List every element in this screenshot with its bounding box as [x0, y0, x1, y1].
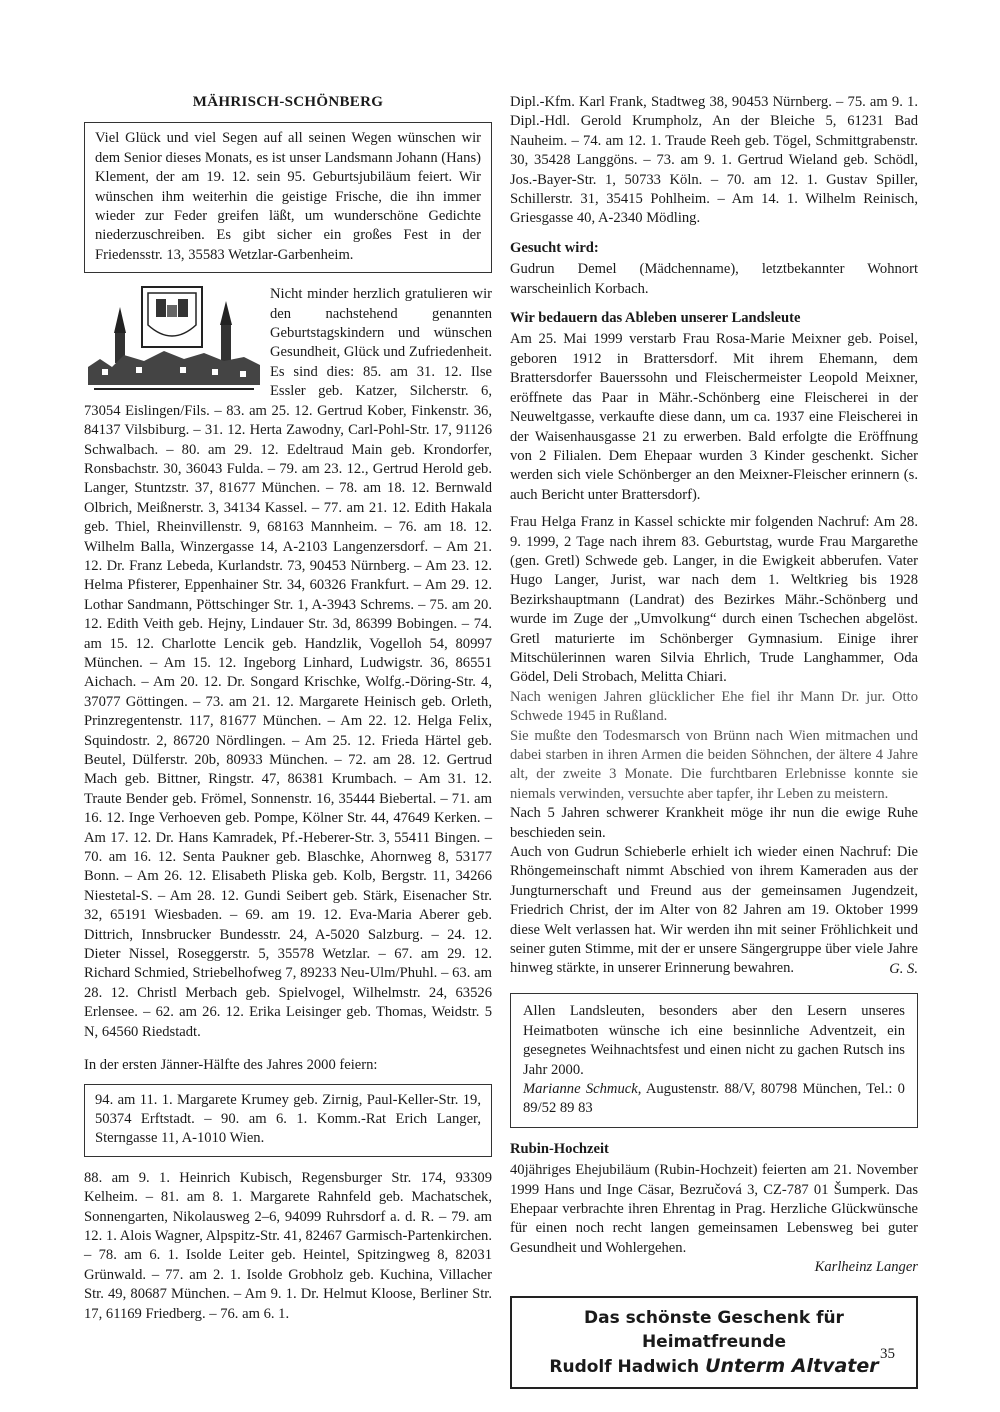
- january-heading: In der ersten Jänner-Hälfte des Jahres 2000 feiern:: [84, 1057, 378, 1074]
- right-column: [510, 93, 918, 1389]
- senior-box: [84, 122, 492, 273]
- nachruf-schwede-2: Nach wenigen Jahren glücklicher Ehe fiel ihr Mann Dr. jur. Otto Schwede 1945 in Rußland.: [510, 688, 918, 725]
- nachruf-schwede-3: Sie mußte den Todesmarsch von Brünn nach Wien mitmachen und dabei starben in ihren Armen die beiden Söhnchen, der ältere 4 Jahre alt, der zweite 3 Monate. Die furchtbaren Erlebnisse konnte sie niemals verwinden, versuchte aber tapfer, ihr Leben zu meistern.: [510, 727, 918, 802]
- left-column: [84, 93, 492, 1332]
- birthday-list: 85. am 31. 12. Ilse Essler geb. Katzer, Silcherstr. 6, 73054 Eislingen/Fils. – 83. am 25. 12. Gertrud Kober, Finkenstr. 36, 84137 Vilsbiburg. – 31. 12. Herta Zawodny, Carl-Pohl-Str. 17, 91126 Schwalbach. – 80. am 29. 12. Edeltraud Main geb. Krondorfer, Ronsbachstr. 30, 36043 Fulda. – 79. am 23. 12., Gertrud Herold geb. Langer, Stuntzstr. 37, 81677 München. – 78. am 18. 12. Bernwald Olbrich, Meißnerstr. 3, 34134 Kassel. – 77. am 21. 12. Edith Hakala geb. Thiel, Rheinvillenstr. 9, 68163 Mannheim. – 76. am 18. 12. Wilhelm Balla, Winzergasse 14, A-2103 Langenzersdorf. – Am 21. 12. Dr. Franz Lebeda, Kurlandstr. 73, 90453 Nürnberg. – Am 23. 12. Helma Pfisterer, Eppenhainer Str. 34, 60326 Frankfurt. – Am 29. 12. Lothar Sandmann, Pöttschinger Str. 1, A-3943 Schrems. – 75. am 20. 12. Edith Veith geb. Hejny, Lindauer Str. 3d, 86399 Bobingen. – 74. am 15. 12. Charlotte Lencik geb. Handzlik, Vogelloh 54, 80997 München. – Am 15. 12. Ingeborg Linhard, Ludwigstr. 36, 86551 Aichach. – Am 20. 12. Dr. Songard Krischke, Wolfg.-Döring-Str. 4, 37077 Göttingen. – 73. am 21. 12. Margarete Heinisch geb. Orleth, Prinzregentenstr. 117, 81677 München. – Am 22. 12. Helga Felix, Squindostr. 2, 86720 Nördlingen. – Am 25. 12. Frieda Härtel geb. Beutel, Dülferstr. 20b, 80933 München. – 72. am 28. 12. Gertrud Mach geb. Bittner, Ringstr. 47, 86381 Krumbach. – Am 31. 12. Traute Bender geb. Frömel, Sonnenstr. 16, 35444 Biebertal. – 71. am 16. 12. Inge Verhoeven geb. Pompe, Kölner Str. 44, 47649 Kerken. – Am 17. 12. Dr. Hans Kamradek, Pf.-Heberer-Str. 3, 55411 Bingen. – 70. am 16. 12. Senta Paukner geb. Blaschke, Ahornweg 8, 53177 Bonn. – Am 26. 12. Elisabeth Pliska geb. Kolb, Bergstr. 11, 34266 Niestetal-S. – Am 28. 12. Gundi Seibert geb. Stärk, Eisenacher Str. 32, 65191 Wiesbaden. – 69. am 19. 12. Eva-Maria Aberer geb. Dittrich, Innsbrucker Bundesstr. 24, A-5020 Salzburg. – 24. 12. Dieter Nissel, Roseggerstr. 5, 35578 Wetzlar. – 67. am 29. 12. Richard Schmied, Striebelhofweg 7, 89233 Neu-Ulm/Phuhl. – 63. am 28. 12. Christl Merbach geb. Spielvogel, Wilhelmstr. 24, 63526 Erlensee. – 62. am 26. 12. Erika Leisinger geb. Thomas, Weidstr. 5 N, 64560 Riedstadt.: [84, 363, 492, 1040]
- greeting-signature-name: Marianne Schmuck: [523, 1080, 638, 1097]
- advert-line-2: [518, 1354, 910, 1379]
- ableben-text: Am 25. Mai 1999 verstarb Frau Rosa-Marie Meixner geb. Poisel, geboren 1912 in Brattersdorf. Mit ihrem Ehemann, dem Brattersdorfer Bauerssohn und Fleischermeister Leopold Meixner, eröffnete das Paar in Mähr.-Schönberg eine Fleischerei in der Neuweltgasse, verkaufte diese dann, um ca. 1937 eine Fleischerei in der Waisenhausgasse 21 zu erwerben. Bald erfolgte die Eröffnung von 2 Filialen. Dem Ehepaar wurden 3 Kinder geschenkt. Sicher werden sich viele Schönberger an den Meixner-Fleischer erinnern (s. auch Bericht unter Brattersdorf).: [510, 331, 918, 503]
- nachruf-schwede-4: Nach 5 Jahren schwerer Krankheit möge ihr nun die ewige Ruhe beschieden sein.: [510, 805, 918, 841]
- greeting-signature-address: , Augustenstr. 88/V, 80798 München, Tel.: 0 89/52 89 83: [523, 1080, 905, 1117]
- town-crest-illustration: [84, 285, 262, 393]
- nachruf-christ: Auch von Gudrun Schieberle erhielt ich wieder einen Nachruf: Die Rhöngemeinschaft nimmt Abschied von ihrem Kameraden aus der Jungturnerschaft und Freund aus der gemeinsamen Jugendzeit, Friedrich Christ, der im Alter von 82 Jahren am 19. Oktober 1999 diese Welt verlassen hat. Wir werden ihn mit seiner Fröhlichkeit und seiner guten Stimme, mit der er unsere Sängergruppe über viele Jahre hinweg stärkte, in unserer Erinnerung bewahren.: [510, 844, 918, 977]
- nachruf-schwede: Frau Helga Franz in Kassel schickte mir folgenden Nachruf: Am 28. 9. 1999, 2 Tage nach ihrem 83. Geburtstag, wurde Frau Margarethe (gen. Gretl) Schwede geb. Langer, in die Ewigkeit abberufen. Vater Hugo Langer, Jurist, war nach dem 1. Weltkrieg bis 1928 Bezirkshauptmann (Landrat) des Bezirkes Mähr.-Schönberg und wurde im Zuge der „Umvolkung“ durch einen Tschechen abgelöst. Gretl maturierte im Schönberger Gymnasium. Einige ihrer Mitschülerinnen waren Silvia Ehrlich, Trude Langhammer, Oda Gödel, Deli Strobach, Melitta Chiari.: [510, 514, 918, 686]
- ableben-heading: Wir bedauern das Ableben unserer Landsleute: [510, 310, 801, 327]
- book-advert: [510, 1296, 918, 1389]
- crest-block: [84, 285, 492, 1042]
- page-number: 35: [880, 1346, 895, 1362]
- gesucht-heading: Gesucht wird:: [510, 239, 599, 256]
- section-heading: MÄHRISCH-SCHÖNBERG: [192, 94, 384, 110]
- rubin-text: 40jähriges Ehejubiläum (Rubin-Hochzeit) feierten am 21. November 1999 Hans und Inge Cäsar, Bezručová 3, CZ-787 01 Šumperk. Das Ehepaar verbrachte ihren Ehrentag in Prag. Herzliche Glückwünsche für einen noch recht langen gemeinsamen Lebensweg bei guter Gesundheit und Wohlergehen.: [510, 1162, 918, 1256]
- greeting-box: [510, 993, 918, 1127]
- january-box: [84, 1084, 492, 1157]
- january-list: 88. am 9. 1. Heinrich Kubisch, Regensburger Str. 174, 93309 Kelheim. – 81. am 8. 1. Margarete Rahnfeld geb. Machatschek, Sonnengarten, Nikolausweg 2–6, 94099 Ruhrsdorf a. d. R. – 79. am 12. 1. Alois Wagner, Alpspitz-Str. 41, 82467 Garmisch-Partenkirchen. – 78. am 6. 1. Isolde Leiter geb. Heintel, Spitzingweg 8, 82031 Grünwald. – 77. am 2. 1. Isolde Grobholz geb. Kuchina, Villacher Str. 49, 80687 München. – Am 9. 1. Dr. Helmut Kloose, Berliner Str. 17, 61169 Friedberg. – 76. am 6. 1.: [84, 1169, 492, 1322]
- rubin-heading: Rubin-Hochzeit: [510, 1140, 609, 1157]
- advert-author: Rudolf Hadwich: [549, 1356, 700, 1377]
- greeting-text: Allen Landsleuten, besonders aber den Lesern unseres Heimatboten wünsche ich eine besinnliche Adventzeit, ein gesegnetes Weihnachtsfest und einen nicht zu gachen Rutsch ins Jahr 2000.: [523, 1003, 905, 1078]
- senior-text: Viel Glück und viel Segen auf all seinen Wegen wünschen wir dem Senior dieses Monats, es ist unser Landsmann Johann (Hans) Klement, der am 19. 12. sein 95. Geburtsjubiläum feiert. Wir wünschen ihm weiterhin die geistige Frische, die ihn immer wieder zur Feder greifen läßt, um wunderschöne Gedichte niederzuschreiben. Es gibt sicher ein großes Fest in der Friedensstr. 13, 35583 Wetzlar-Garbenheim.: [95, 130, 481, 263]
- january-box-text: 94. am 11. 1. Margarete Krumey geb. Zirnig, Paul-Keller-Str. 19, 50374 Erftstadt. – 90. am 6. 1. Komm.-Rat Erich Langer, Sterngasse 11, A-1010 Wien.: [95, 1091, 481, 1147]
- advert-title: Unterm Altvater: [705, 1354, 879, 1377]
- intro-lead: Nicht minder herzlich gratulieren wir den nachstehend genannten Geburtstagskindern und wünschen Gesundheit, Glück und Zufriedenheit. Es sind dies:: [270, 286, 492, 380]
- gesucht-text: Gudrun Demel (Mädchenname), letztbekannter Wohnort warscheinlich Korbach.: [510, 261, 918, 297]
- advert-line-1: Das schönste Geschenk für Heimatfreunde: [584, 1307, 844, 1352]
- birthday-list-continued: Dipl.-Kfm. Karl Frank, Stadtweg 38, 90453 Nürnberg. – 75. am 9. 1. Dipl.-Hdl. Gerold Krumpholz, An der Bleiche 5, 61231 Bad Nauheim. – 74. am 12. 1. Traude Reeh geb. Tögel, Schmittgrabenstr. 30, 35428 Langgöns. – 73. am 9. 1. Gertrud Wieland geb. Schödl, Jos.-Bayer-Str. 1, 50733 Köln. – 70. am 12. 1. Gustav Spiller, Schillerstr. 31, 35415 Pohlheim. – Am 14. 1. Wilhelm Reinisch, Griesgasse 40, A-2340 Mödling.: [510, 94, 918, 227]
- rubin-signature: Karlheinz Langer: [814, 1259, 918, 1276]
- nachruf-signature: G. S.: [889, 960, 918, 977]
